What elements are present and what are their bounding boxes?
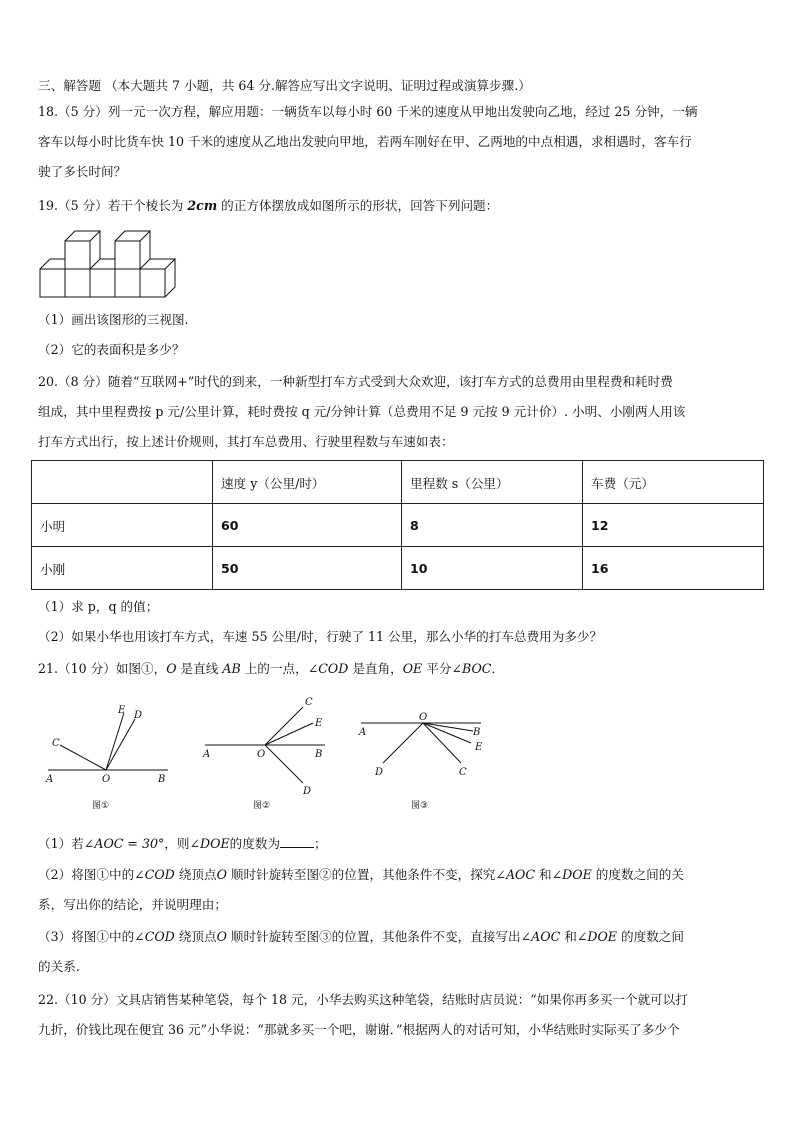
table-header-cell: 里程数 s（公里） (402, 461, 583, 504)
q18-line-2: 客车以每小时比货车快 10 千米的速度从乙地出发驶向甲地，若两车刚好在甲、乙两地的中点相遇，求相遇时，客车行 (38, 134, 692, 149)
answer-blank (280, 835, 314, 848)
q22-line-1: 22.（10 分）文具店销售某种笔袋，每个 18 元，小华去购买这种笔袋，结账时店员说：“如果你再多买一个就可以打 (38, 992, 688, 1007)
table-cell: 12 (583, 504, 764, 547)
table-header-row (32, 461, 764, 504)
q21-part-3-line-2: 的关系. (38, 959, 80, 974)
q21-part-1: （1）若∠AOC = 30°，则∠DOE的度数为 ； (38, 836, 327, 851)
q21-line-1: 21.（10 分）如图①，O 是直线 AB 上的一点，∠COD 是直角，OE 平分∠BOC． (38, 661, 505, 676)
point-label-d: D (134, 710, 143, 721)
point-label-a: A (203, 749, 211, 760)
point-label-o: O (257, 749, 266, 760)
angle-figure-2 (195, 690, 345, 812)
point-label-b: B (158, 774, 166, 785)
point-label-d: D (303, 786, 312, 797)
figure-3-caption: 图③ (411, 801, 429, 811)
table-cell: 16 (583, 547, 764, 590)
point-label-o: O (102, 774, 111, 785)
table-cell: 小刚 (32, 547, 213, 590)
q19-part-2: （2）它的表面积是多少？ (38, 342, 185, 357)
point-label-c: C (52, 738, 60, 749)
angle-figure-3 (355, 705, 505, 812)
table-cell: 60 (213, 504, 402, 547)
q20-part-1: （1）求 p，q 的值； (38, 599, 159, 614)
q19-part-1: （1）画出该图形的三视图. (38, 312, 189, 327)
q20-line-1: 20.（8 分）随着“互联网+”时代的到来，一种新型打车方式受到大众欢迎，该打车方式的总费用由里程费和耗时费 (38, 374, 673, 389)
point-label-d: D (375, 767, 384, 778)
table-cell: 小明 (32, 504, 213, 547)
q19-line-1: 19.（5 分）若干个棱长为 2cm 的正方体摆放成如图所示的形状，回答下列问题： (38, 198, 499, 213)
point-label-b: B (315, 749, 323, 760)
point-label-c: C (459, 767, 467, 778)
q20-line-2: 组成，其中里程费按 p 元/公里计算，耗时费按 q 元/分钟计算（总费用不足 9 元按 9 元计价）. 小明、小刚两人用该 (38, 404, 686, 419)
point-label-a: A (359, 727, 367, 738)
q20-line-3: 打车方式出行，按上述计价规则，其打车总费用、行驶里程数与车速如表： (38, 434, 454, 449)
table-row (32, 547, 764, 590)
table-row (32, 504, 764, 547)
table-header-cell: 速度 y（公里/时） (213, 461, 402, 504)
table-header-cell (32, 461, 213, 504)
q21-part-2-line-2: 系，写出你的结论，并说明理由； (38, 897, 227, 912)
q18-line-1: 18.（5 分）列一元一次方程，解应用题：一辆货车以每小时 60 千米的速度从甲地出发驶向乙地，经过 25 分钟，一辆 (38, 104, 698, 119)
angle-figure-1 (40, 700, 180, 812)
point-label-c: C (305, 697, 313, 708)
figure-1-caption: 图① (92, 801, 110, 811)
q18-line-3: 驶了多长时间？ (38, 164, 127, 179)
q20-part-2: （2）如果小华也用该打车方式，车速 55 公里/时，行驶了 11 公里，那么小华的打车总费用为多少？ (38, 629, 603, 644)
section-heading: 三、解答题 （本大题共 7 小题，共 64 分.解答应写出文字说明、证明过程或演算步骤.） (38, 78, 531, 93)
point-label-o: O (419, 712, 428, 723)
q21-part-3-line-1: （3）将图①中的∠COD 绕顶点O 顺时针旋转至图③的位置，其他条件不变，直接写出∠AOC 和∠DOE 的度数之间 (38, 929, 684, 944)
cube-stack-figure (36, 229, 186, 301)
table-cell: 10 (402, 547, 583, 590)
point-label-b: B (473, 727, 481, 738)
fare-table (31, 460, 764, 590)
point-label-e: E (475, 742, 483, 753)
figure-2-caption: 图② (253, 801, 271, 811)
q21-part-2-line-1: （2）将图①中的∠COD 绕顶点O 顺时针旋转至图②的位置，其他条件不变，探究∠AOC 和∠DOE 的度数之间的关 (38, 867, 684, 882)
table-cell: 8 (402, 504, 583, 547)
q22-line-2: 九折，价钱比现在便宜 36 元”小华说：“那就多买一个吧，谢谢．”根据两人的对话可知，小华结账时实际买了多少个 (38, 1022, 680, 1037)
point-label-e: E (315, 718, 323, 729)
table-cell: 50 (213, 547, 402, 590)
table-header-cell: 车费（元） (583, 461, 764, 504)
point-label-e: E (118, 705, 126, 716)
point-label-a: A (46, 774, 54, 785)
